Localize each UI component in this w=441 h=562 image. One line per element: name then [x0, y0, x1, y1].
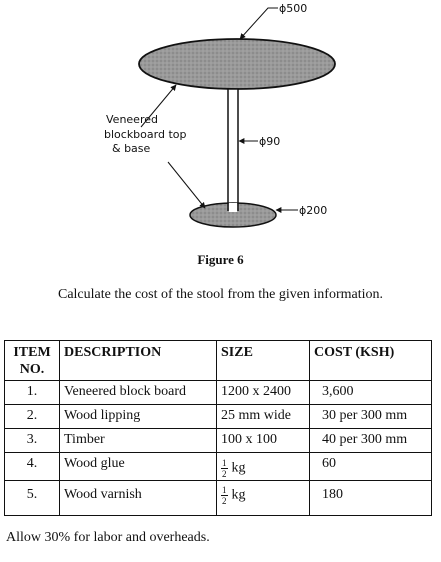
fraction-half [221, 485, 228, 506]
stool-drawing [0, 0, 441, 275]
header-item-line1: ITEM [13, 345, 51, 360]
cell-description: Wood lipping [60, 405, 217, 429]
cell-cost: 30 per 300 mm [310, 405, 432, 429]
fraction-numerator: 1 [222, 485, 227, 495]
cell-description: Timber [60, 429, 217, 453]
base-diameter-label: ϕ200 [299, 204, 328, 217]
cell-description: Wood glue [60, 453, 217, 481]
header-size: SIZE [217, 341, 310, 381]
table-header-row [5, 341, 432, 381]
stem [228, 89, 238, 210]
cell-item: 5. [5, 481, 60, 516]
cell-cost: 40 per 300 mm [310, 429, 432, 453]
footer-note: Allow 30% for labor and overheads. [6, 530, 210, 545]
top-diameter-label: ϕ500 [279, 2, 308, 15]
top-diameter-leader [240, 8, 278, 39]
cell-size: 1200 x 2400 [217, 381, 310, 405]
cell-cost: 60 [310, 453, 432, 481]
material-leader-top [141, 85, 176, 127]
table-row [5, 429, 432, 453]
cell-cost: 3,600 [310, 381, 432, 405]
cell-item: 2. [5, 405, 60, 429]
cell-item: 1. [5, 381, 60, 405]
size-unit: kg [231, 487, 246, 503]
fraction-denominator: 2 [222, 469, 227, 479]
cell-cost: 180 [310, 481, 432, 516]
cell-description: Veneered block board [60, 381, 217, 405]
cell-description: Wood varnish [60, 481, 217, 516]
stem-diameter-label: ϕ90 [259, 135, 281, 148]
table-row [5, 481, 432, 516]
cell-item: 3. [5, 429, 60, 453]
header-description: DESCRIPTION [60, 341, 217, 381]
cell-size: 25 mm wide [217, 405, 310, 429]
cell-size [217, 481, 310, 516]
figure-caption: Figure 6 [197, 252, 244, 267]
fraction-denominator: 2 [222, 496, 227, 506]
material-leader-base [168, 162, 205, 208]
header-item-no [5, 341, 60, 381]
table-row [5, 381, 432, 405]
cell-size: 100 x 100 [217, 429, 310, 453]
header-item-line2: NO. [19, 362, 45, 377]
fraction-numerator: 1 [222, 458, 227, 468]
material-label-line2: blockboard top [104, 128, 187, 141]
header-cost: COST (KSH) [310, 341, 432, 381]
fraction-half [221, 458, 228, 479]
table-top [139, 39, 335, 89]
material-label-line3: & base [112, 142, 151, 155]
table-row [5, 453, 432, 481]
instruction-text: Calculate the cost of the stool from the given information. [57, 287, 384, 302]
size-unit: kg [231, 460, 246, 476]
material-label-line1: Veneered [106, 113, 158, 126]
materials-table [4, 340, 432, 516]
table-row [5, 405, 432, 429]
cell-size [217, 453, 310, 481]
cell-item: 4. [5, 453, 60, 481]
